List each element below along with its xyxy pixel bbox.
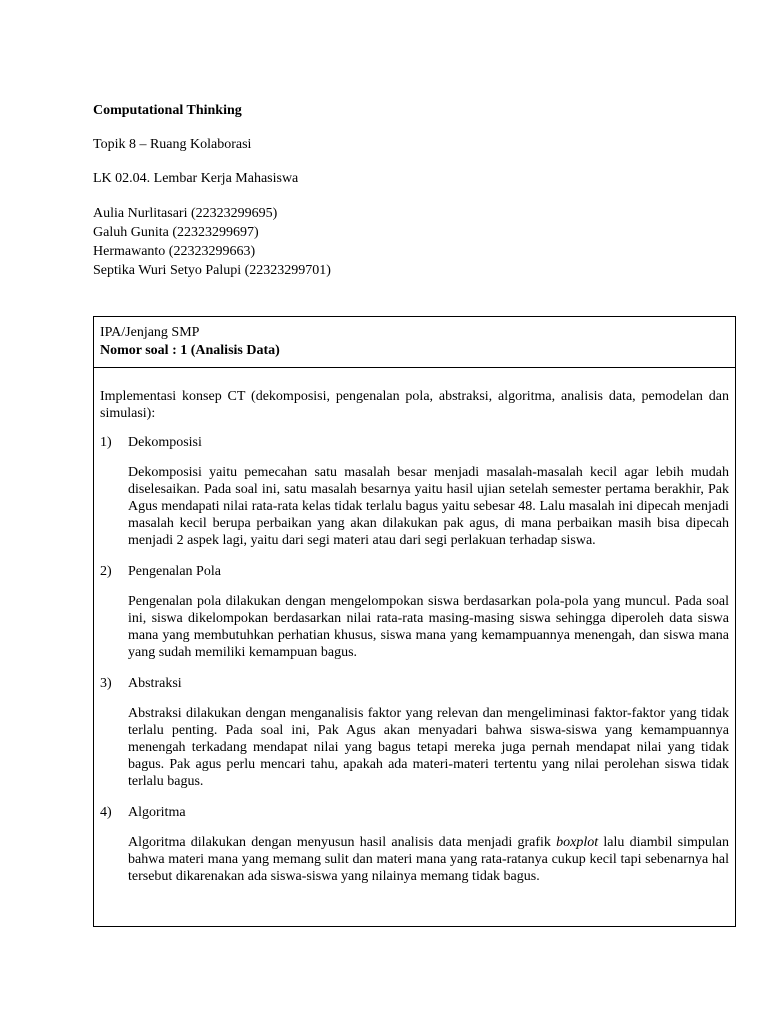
task-header-cell xyxy=(94,317,735,368)
task-body-cell xyxy=(94,368,735,885)
section-paragraph: Pengenalan pola dilakukan dengan mengelompokan siswa berdasarkan pola-pola yang muncul. Pada soal ini, siswa dikelompokan berdasarkan nilai rata-rata masing-masing siswa sehingga diperoleh data siswa mana yang membutuhkan perhatian khusus, siswa mana yang kemampuannya menengah, dan siswa mana yang sudah memiliki kemampuan bagus. xyxy=(128,594,729,660)
paragraph-text-before: Algoritma dilakukan dengan menyusun hasil analisis data menjadi grafik xyxy=(128,835,557,850)
section-title: Dekomposisi xyxy=(128,435,202,450)
section-number: 4) xyxy=(100,805,112,820)
section-pengenalan-pola xyxy=(100,563,729,661)
section-number: 3) xyxy=(100,676,112,691)
section-abstraksi xyxy=(100,675,729,790)
section-title: Algoritma xyxy=(128,805,186,820)
author-item: Galuh Gunita (22323299697) xyxy=(93,225,259,240)
author-item: Hermawanto (22323299663) xyxy=(93,244,256,259)
subject-level: IPA/Jenjang SMP xyxy=(100,325,200,340)
section-algoritma xyxy=(100,804,729,885)
section-heading xyxy=(100,563,729,580)
intro-paragraph: Implementasi konsep CT (dekomposisi, pengenalan pola, abstraksi, algoritma, analisis data, pemodelan dan simulasi): xyxy=(100,389,729,421)
paragraph-text-after: lalu diambil simpulan bahwa materi mana yang memang sulit dan materi mana yang rata-ratanya cukup kecil tapi sebenarnya hal tersebut dikarenakan ada siswa-siswa yang nilainya memang tidak bagus. xyxy=(128,835,729,884)
task-table xyxy=(93,316,736,927)
author-list xyxy=(93,204,331,280)
author-item: Septika Wuri Setyo Palupi (22323299701) xyxy=(93,263,331,278)
worksheet-line: LK 02.04. Lembar Kerja Mahasiswa xyxy=(93,171,299,186)
section-heading xyxy=(100,434,729,451)
author-item: Aulia Nurlitasari (22323299695) xyxy=(93,206,278,221)
section-number: 2) xyxy=(100,564,112,579)
section-dekomposisi xyxy=(100,434,729,549)
topic-line: Topik 8 – Ruang Kolaborasi xyxy=(93,137,252,152)
section-paragraph: Abstraksi dilakukan dengan menganalisis faktor yang relevan dan mengeliminasi faktor-faktor yang tidak terlalu penting. Pada soal ini, Pak Agus akan menyadari bahwa siswa-siswa yang kemampuannya menengah terkadang mendapat nilai yang bagus tetapi mereka juga pernah mendapat nilai yang tidak bagus. Pak agus perlu mencari tahu, apakah ada materi-materi tertentu yang nilai perolehan siswa tidak terlalu bagus. xyxy=(128,706,729,789)
section-heading xyxy=(100,675,729,692)
section-title: Abstraksi xyxy=(128,676,182,691)
question-number: Nomor soal : 1 (Analisis Data) xyxy=(100,343,280,358)
section-paragraph xyxy=(128,834,729,885)
document-title: Computational Thinking xyxy=(93,103,242,118)
section-paragraph: Dekomposisi yaitu pemecahan satu masalah besar menjadi masalah-masalah kecil agar lebih mudah diselesaikan. Pada soal ini, satu masalah besarnya yaitu hasil ujian setelah semester pertama berakhir, Pak Agus mendapati nilai rata-rata kelas tidak terlalu bagus yaitu sebesar 48. Lalu masalah ini dipecah menjadi masalah kecil berupa perbaikan yang akan dilakukan pak agus, di mana perbaikan masih bisa dipecah menjadi 2 aspek lagi, yaitu dari segi materi atau dari segi perlakuan terhadap siswa. xyxy=(128,465,729,548)
boxplot-term: boxplot xyxy=(556,835,599,850)
section-title: Pengenalan Pola xyxy=(128,564,221,579)
section-number: 1) xyxy=(100,435,112,450)
section-heading xyxy=(100,804,729,821)
